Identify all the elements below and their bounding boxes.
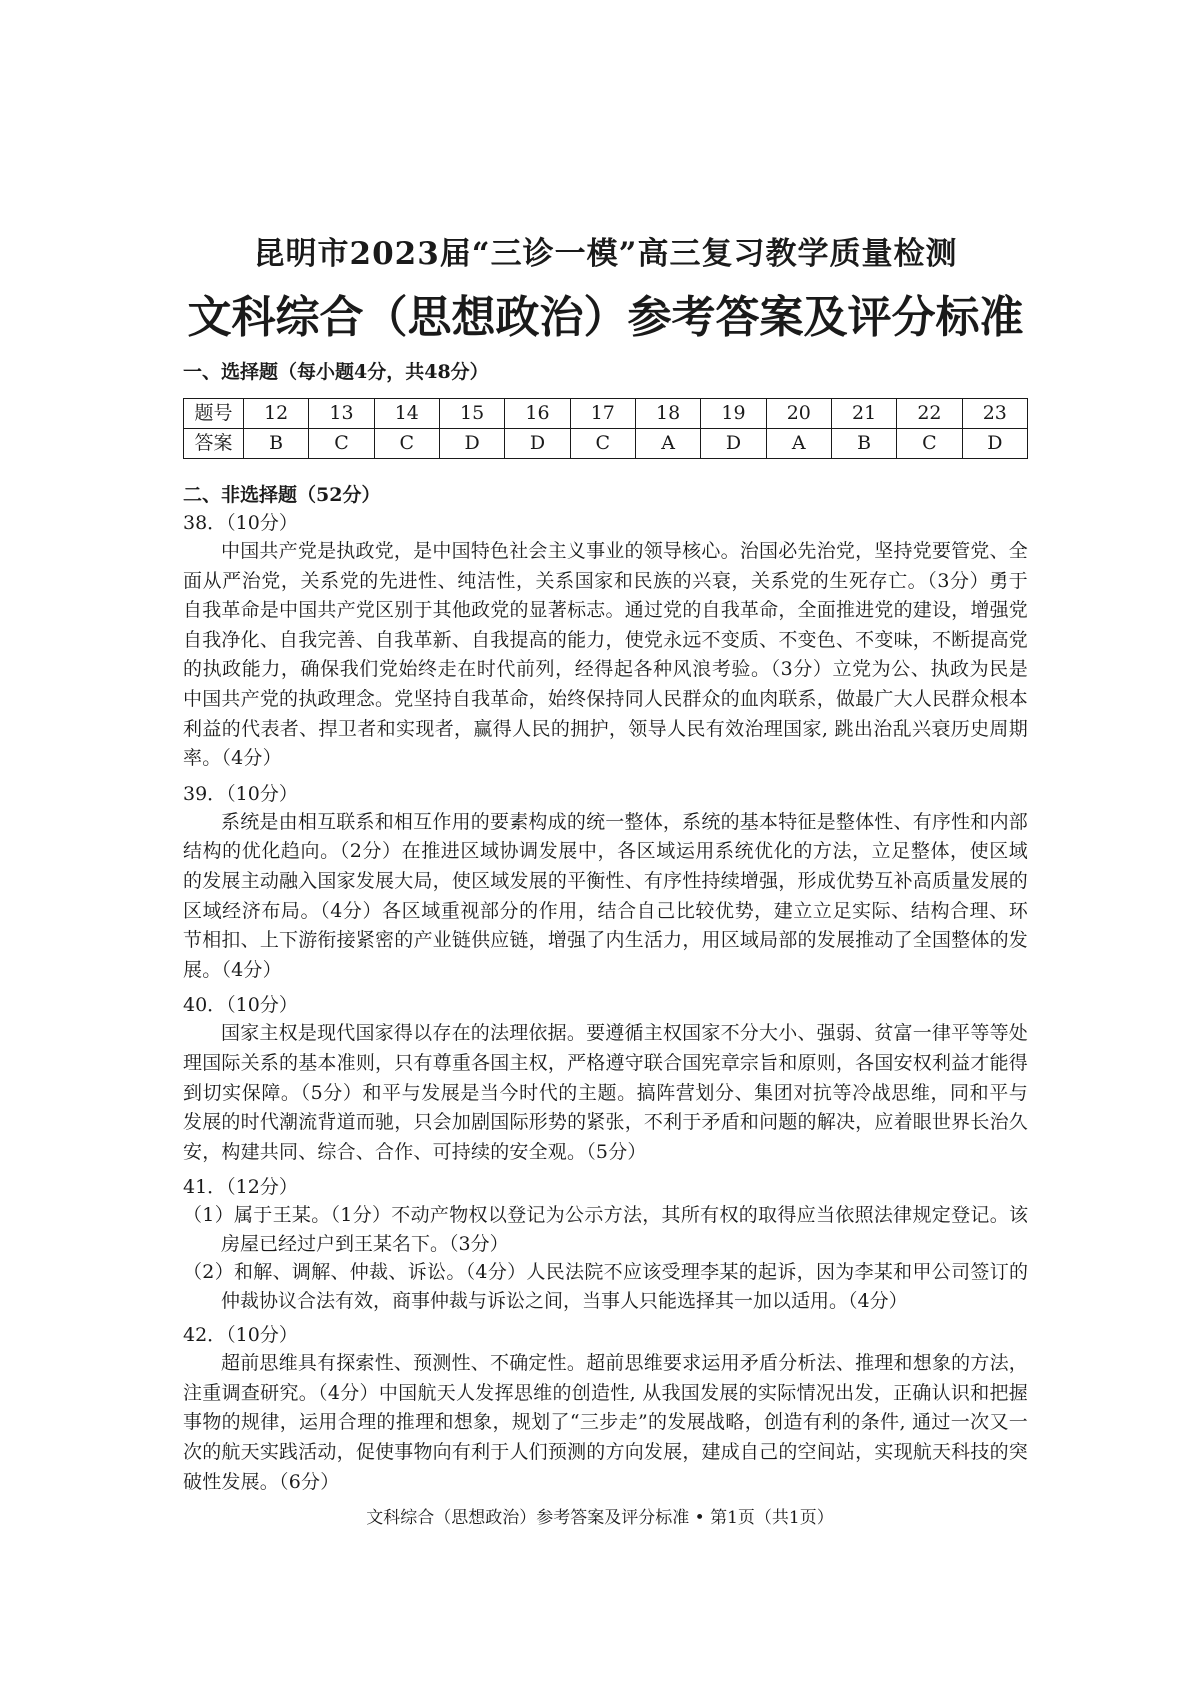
- answer-cell: C: [897, 429, 962, 459]
- row-label-number: 题号: [184, 399, 244, 429]
- page-footer: 文科综合（思想政治）参考答案及评分标准 • 第1页（共1页）: [366, 1508, 834, 1528]
- answer-paragraph: 国家主权是现代国家得以存在的法理依据。要遵循主权国家不分大小、强弱、贫富一律平等等处理国际关系的基本准则，只有尊重各国主权，严格遵守联合国宪章宗旨和原则，各国安权利益才能得到切实保障。（5分）和平与发展是当今时代的主题。搞阵营划分、集团对抗等冷战思维，同和平与发展的时代潮流背道而驰，只会加剧国际形势的紧张，不利于矛盾和问题的解决，应着眼世界长治久安，构建共同、综合、合作、可持续的安全观。（5分）: [183, 1022, 1028, 1163]
- question-number-row: [184, 399, 1028, 429]
- section-free-response-title: 二、非选择题（52分）: [183, 484, 381, 506]
- question-number-cell: 19: [701, 399, 766, 429]
- question-38: [183, 509, 1028, 774]
- question-number-cell: 18: [635, 399, 700, 429]
- question-number-cell: 17: [570, 399, 635, 429]
- answer-key-table: [183, 398, 1028, 459]
- answer-cell: D: [439, 429, 504, 459]
- question-heading: 38．（10分）: [183, 512, 298, 534]
- answer-cell: A: [635, 429, 700, 459]
- question-number-cell: 21: [831, 399, 896, 429]
- answer-cell: B: [831, 429, 896, 459]
- answer-cell: C: [570, 429, 635, 459]
- answer-cell: B: [244, 429, 309, 459]
- answer-cell: D: [701, 429, 766, 459]
- answer-cell: C: [309, 429, 374, 459]
- question-number-cell: 20: [766, 399, 831, 429]
- question-heading: 40．（10分）: [183, 994, 298, 1017]
- answer-paragraph: 超前思维具有探索性、预测性、不确定性。超前思维要求运用矛盾分析法、推理和想象的方法，注重调查研究。（4分）中国航天人发挥思维的创造性, 从我国发展的实际情况出发，正确认识和把握事物的规律，运用合理的推理和想象，规划了“三步走”的发展战略，创造有利的条件, 通过一次又一次的航天实践活动，促使事物向有利于人们预测的方向发展，建成自己的空间站，实现航天科技的突破性发展。（6分）: [183, 1352, 1028, 1493]
- question-39: [183, 780, 1028, 986]
- answer-cell: D: [962, 429, 1027, 459]
- question-number-cell: 23: [962, 399, 1027, 429]
- question-number-cell: 13: [309, 399, 374, 429]
- question-number-cell: 22: [897, 399, 962, 429]
- sub-answer: （2）和解、调解、仲裁、诉讼。（4分）人民法院不应该受理李某的起诉，因为李某和甲公司签订的仲裁协议合法有效，商事仲裁与诉讼之间，当事人只能选择其一加以适用。（4分）: [183, 1261, 1028, 1312]
- question-number-cell: 16: [505, 399, 570, 429]
- answer-paragraph: 系统是由相互联系和相互作用的要素构成的统一整体，系统的基本特征是整体性、有序性和内部结构的优化趋向。（2分）在推进区域协调发展中，各区域运用系统优化的方法，立足整体，使区域的发展主动融入国家发展大局，使区域发展的平衡性、有序性持续增强，形成优势互补高质量发展的区域经济布局。（4分）各区域重视部分的作用，结合自己比较优势，建立立足实际、结构合理、环节相扣、上下游衔接紧密的产业链供应链，增强了内生活力，用区域局部的发展推动了全国整体的发展。（4分）: [183, 810, 1028, 981]
- question-42: [183, 1321, 1028, 1497]
- answer-paragraph: 中国共产党是执政党，是中国特色社会主义事业的领导核心。治国必先治党，坚持党要管党、全面从严治党，关系党的先进性、纯洁性，关系国家和民族的兴衰，关系党的生死存亡。（3分）勇于自我革命是中国共产党区别于其他政党的显著标志。通过党的自我革命，全面推进党的建设，增强党自我净化、自我完善、自我革新、自我提高的能力，使党永远不变质、不变色、不变味，不断提高党的执政能力，确保我们党始终走在时代前列，经得起各种风浪考验。（3分）立党为公、执政为民是中国共产党的执政理念。党坚持自我革命，始终保持同人民群众的血肉联系，做最广大人民群众根本利益的代表者、捍卫者和实现者，赢得人民的拥护，领导人民有效治理国家, 跳出治乱兴衰历史周期率。（4分）: [183, 540, 1028, 770]
- question-40: [183, 991, 1028, 1167]
- question-heading: 41．（12分）: [183, 1176, 298, 1199]
- answer-cell: A: [766, 429, 831, 459]
- section-multiple-choice-title: 一、选择题（每小题4分，共48分）: [183, 361, 489, 383]
- question-number-cell: 14: [374, 399, 439, 429]
- question-number-cell: 12: [244, 399, 309, 429]
- answer-sheet-page: [183, 232, 1028, 1497]
- row-label-answer: 答案: [184, 429, 244, 459]
- question-heading: 39．（10分）: [183, 782, 298, 805]
- exam-title: 昆明市2023届“三诊一模”高三复习教学质量检测: [253, 236, 958, 272]
- question-heading: 42．（10分）: [183, 1324, 298, 1347]
- answer-cell: D: [505, 429, 570, 459]
- answer-row: [184, 429, 1028, 459]
- question-number-cell: 15: [439, 399, 504, 429]
- document-title: 文科综合（思想政治）参考答案及评分标准: [187, 292, 1024, 343]
- sub-answer: （1）属于王某。（1分）不动产物权以登记为公示方法，其所有权的取得应当依照法律规定登记。该房屋已经过户到王某名下。（3分）: [183, 1204, 1028, 1255]
- answer-cell: C: [374, 429, 439, 459]
- question-41: [183, 1173, 1028, 1315]
